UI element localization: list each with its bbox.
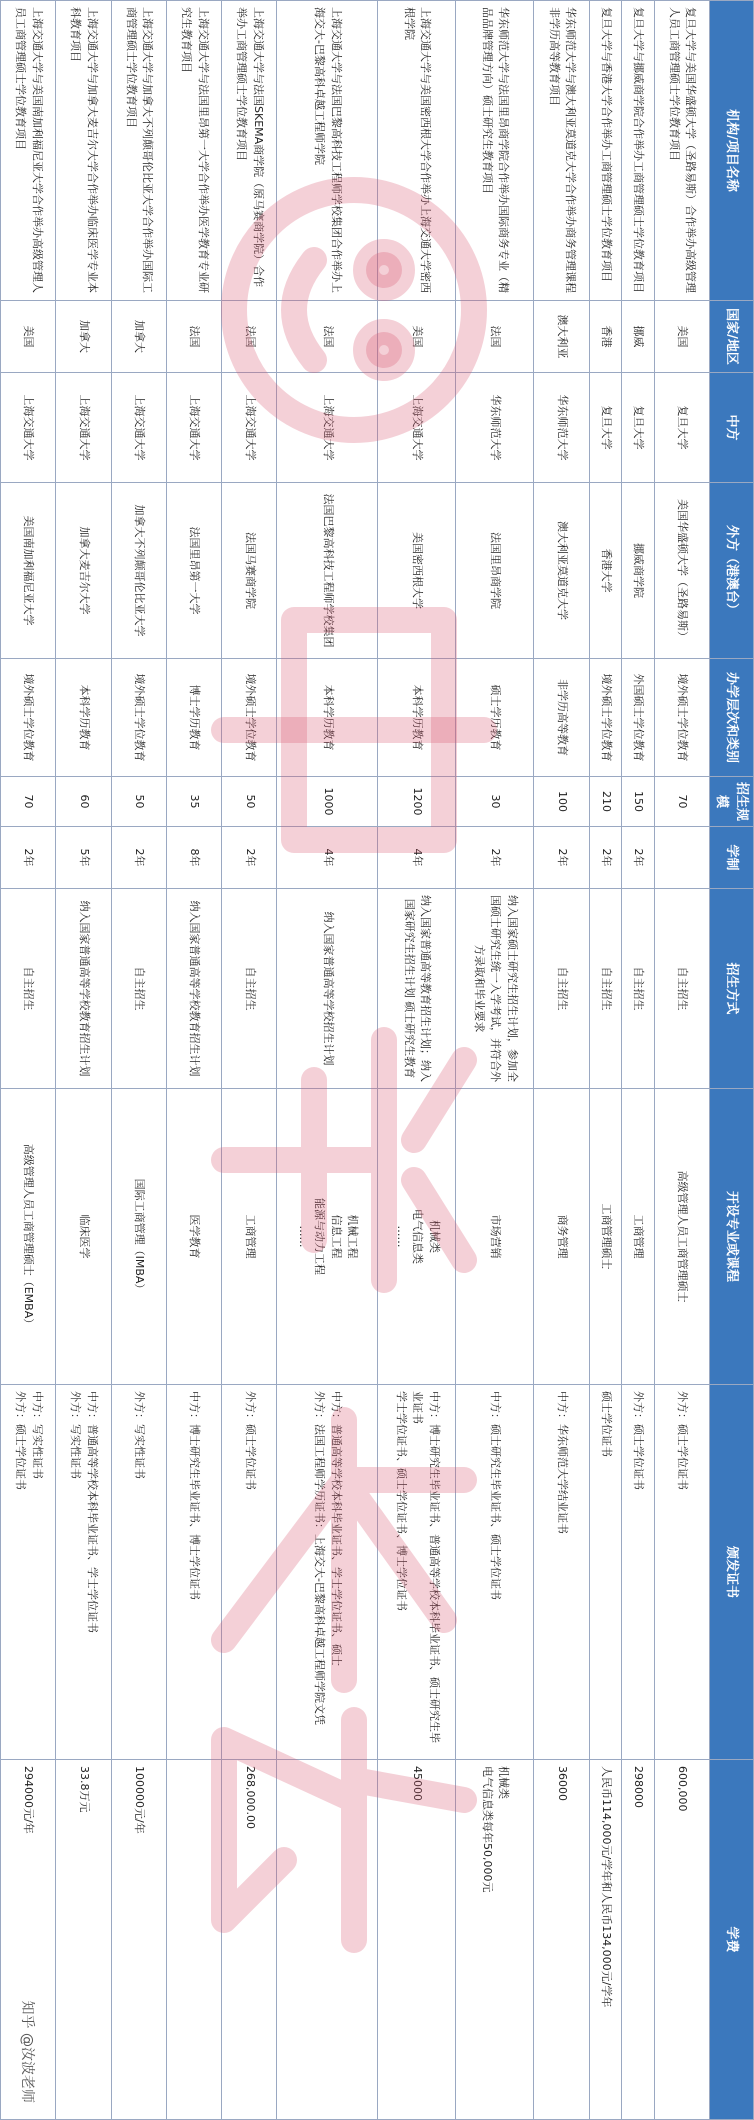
program-name-cell: 上海交通大学与法国SKEMA商学院（原马赛商学院）合作举办工商管理硕士学位教育项目 (222, 1, 277, 301)
country-cell: 法国 (222, 301, 277, 373)
duration-cell: 2年 (534, 827, 589, 889)
scale-cell: 150 (622, 777, 654, 827)
country-cell: 挪威 (622, 301, 654, 373)
fee-cell (166, 1760, 221, 2120)
duration-cell: 4年 (378, 827, 456, 889)
level-cell: 硕士学历教育 (456, 659, 534, 777)
country-cell: 法国 (456, 301, 534, 373)
enrollment-mode-cell: 自主招生 (589, 889, 621, 1089)
certificate-cell-line: 外方：硕士学位证书 (632, 1391, 646, 1490)
table-row (222, 1, 277, 2120)
scale-cell: 210 (589, 777, 621, 827)
program-name-cell: 华东师范大学与澳大利亚莫道克大学合作举办商务管理课程非学历高等教育项目 (534, 1, 589, 301)
china-party-cell: 上海交通大学 (277, 373, 378, 483)
header-row (710, 1, 754, 2120)
scale-cell: 50 (222, 777, 277, 827)
level-cell: 境外硕士学位教育 (589, 659, 621, 777)
courses-cell (277, 1089, 378, 1385)
china-party-cell: 复旦大学 (622, 373, 654, 483)
duration-cell: 2年 (111, 827, 166, 889)
foreign-party-cell: 加拿大麦吉尔大学 (56, 483, 111, 659)
courses-cell-line: 机械工程 (346, 1214, 360, 1259)
duration-cell: 8年 (166, 827, 221, 889)
foreign-party-cell: 美国密西根大学 (378, 483, 456, 659)
enrollment-mode-cell: 纳入国家普通高等学校教育招生计划 (56, 889, 111, 1089)
fee-cell (56, 1760, 111, 2120)
certificate-cell-line: 中方：普通高等学校本科毕业证书、学士学位证书、硕士 (329, 1391, 343, 1666)
certificate-cell (589, 1385, 621, 1760)
courses-cell (456, 1089, 534, 1385)
table-row (534, 1, 589, 2120)
level-cell: 博士学历教育 (166, 659, 221, 777)
duration-cell: 2年 (222, 827, 277, 889)
certificate-cell-line: 中方：写实性证书 (30, 1391, 44, 1479)
courses-cell (589, 1089, 621, 1385)
certificate-cell-line: 外方：硕士学位证书 (14, 1391, 28, 1490)
header-cert: 颁发证书 (710, 1385, 754, 1760)
header-fee: 学费 (710, 1760, 754, 2120)
table-row (1, 1, 56, 2120)
level-cell: 本科学历教育 (56, 659, 111, 777)
program-name-cell: 上海交通大学与法国巴黎高科技工程师学校集团合作举办上海交大-巴黎高科卓越工程师学院 (277, 1, 378, 301)
enrollment-mode-cell: 纳入国家普通高等教育招生计划；纳入国家研究生招生计划 硕士研究生教育 (378, 889, 456, 1089)
table-row (166, 1, 221, 2120)
fee-cell (534, 1760, 589, 2120)
certificate-cell (534, 1385, 589, 1760)
enrollment-mode-cell: 自主招生 (622, 889, 654, 1089)
foreign-party-cell: 加拿大不列颠哥伦比亚大学 (111, 483, 166, 659)
courses-cell-line: 市场营销 (489, 1214, 503, 1259)
courses-cell (622, 1089, 654, 1385)
scale-cell: 70 (654, 777, 709, 827)
scale-cell: 30 (456, 777, 534, 827)
header-china: 中方 (710, 373, 754, 483)
scale-cell: 1000 (277, 777, 378, 827)
courses-cell-line: 医学教育 (188, 1214, 202, 1259)
certificate-cell-line: 中方：普通高等学校本科毕业证书、学士学位证书 (85, 1391, 99, 1633)
table-row (277, 1, 378, 2120)
country-cell: 香港 (589, 301, 621, 373)
foreign-party-cell: 澳大利亚莫道克大学 (534, 483, 589, 659)
table-row (56, 1, 111, 2120)
certificate-cell (1, 1385, 56, 1760)
certificate-cell (111, 1385, 166, 1760)
duration-cell: 2年 (622, 827, 654, 889)
certificate-cell (56, 1385, 111, 1760)
courses-cell-line: 高级管理人员工商管理硕士（EMBA） (22, 1143, 36, 1330)
courses-cell-line: 国际工商管理（IMBA） (133, 1178, 146, 1295)
china-party-cell: 上海交通大学 (56, 373, 111, 483)
header-level: 办学层次和类别 (710, 659, 754, 777)
header-name: 机构/项目名称 (710, 1, 754, 301)
courses-cell (378, 1089, 456, 1385)
fee-cell-line: 45000 (411, 1766, 425, 1801)
certificate-cell-line: 外方：硕士学位证书 (676, 1391, 690, 1490)
table-row (378, 1, 456, 2120)
courses-cell-line: …… (394, 1225, 408, 1248)
fee-cell (456, 1760, 534, 2120)
level-cell: 本科学历教育 (277, 659, 378, 777)
enrollment-mode-cell: 纳入国家普通高等学校教育招生计划 (166, 889, 221, 1089)
fee-cell-line: 100000元/年 (133, 1766, 146, 1834)
certificate-cell-line: 外方：写实性证书 (69, 1391, 83, 1479)
country-cell: 法国 (277, 301, 378, 373)
courses-cell (111, 1089, 166, 1385)
header-scale: 招生规模 (710, 777, 754, 827)
header-mode: 招生方式 (710, 889, 754, 1089)
foreign-party-cell: 法国巴黎高科技工程师学校集团 (277, 483, 378, 659)
courses-cell-line: 机械类 (427, 1220, 441, 1253)
courses-cell-line: 工商管理 (632, 1214, 646, 1259)
duration-cell: 2年 (1, 827, 56, 889)
certificate-cell (222, 1385, 277, 1760)
courses-cell-line: 能源与动力工程 (313, 1198, 327, 1275)
fee-cell (378, 1760, 456, 2120)
fee-cell (654, 1760, 709, 2120)
fee-cell-line: 298000 (632, 1766, 646, 1808)
program-name-cell: 上海交通大学与法国里昂第一大学合作举办医学教育专业研究生教育项目 (166, 1, 221, 301)
china-party-cell: 华东师范大学 (456, 373, 534, 483)
enrollment-mode-cell: 自主招生 (654, 889, 709, 1089)
enrollment-mode-cell: 自主招生 (111, 889, 166, 1089)
fee-cell (589, 1760, 621, 2120)
level-cell: 境外硕士学位教育 (111, 659, 166, 777)
duration-cell: 2年 (456, 827, 534, 889)
level-cell: 非学历高等教育 (534, 659, 589, 777)
certificate-cell (166, 1385, 221, 1760)
program-name-cell: 复旦大学与美国华盛顿大学（圣路易斯）合作举办高级管理人员工商管理硕士学位教育项目 (654, 1, 709, 301)
scale-cell: 1200 (378, 777, 456, 827)
duration-cell: 5年 (56, 827, 111, 889)
header-duration: 学制 (710, 827, 754, 889)
china-party-cell: 上海交通大学 (1, 373, 56, 483)
certificate-cell (622, 1385, 654, 1760)
certificate-cell-line: 学士学位证书、硕士学位证书、博士学位证书 (394, 1391, 408, 1611)
certificate-cell-line: 中方：硕士研究生毕业证书、硕士学位证书 (489, 1391, 503, 1600)
foreign-party-cell: 法国马赛商学院 (222, 483, 277, 659)
courses-cell-line: 高级管理人员工商管理硕士 (676, 1170, 690, 1303)
fee-cell-line: 268,000.00 (243, 1766, 257, 1829)
china-party-cell: 上海交通大学 (222, 373, 277, 483)
table-row (111, 1, 166, 2120)
china-party-cell: 上海交通大学 (378, 373, 456, 483)
header-courses: 开设专业或课程 (710, 1089, 754, 1385)
scale-cell: 50 (111, 777, 166, 827)
table-body (1, 1, 710, 2120)
foreign-party-cell: 香港大学 (589, 483, 621, 659)
scale-cell: 35 (166, 777, 221, 827)
courses-cell-line: 工商管理 (243, 1214, 257, 1259)
foreign-party-cell: 法国里昂商学院 (456, 483, 534, 659)
enrollment-mode-cell: 自主招生 (534, 889, 589, 1089)
enrollment-mode-cell: 自主招生 (1, 889, 56, 1089)
level-cell: 境外硕士学位教育 (654, 659, 709, 777)
level-cell: 本科学历教育 (378, 659, 456, 777)
certificate-cell (277, 1385, 378, 1760)
courses-cell (166, 1089, 221, 1385)
foreign-party-cell: 挪威商学院 (622, 483, 654, 659)
foreign-party-cell: 美国华盛顿大学（圣路易斯） (654, 483, 709, 659)
fee-cell (622, 1760, 654, 2120)
courses-cell-line: 电气信息类 (411, 1209, 425, 1264)
certificate-cell-line: 硕士学位证书 (599, 1391, 613, 1457)
scale-cell: 60 (56, 777, 111, 827)
level-cell: 境外硕士学位教育 (1, 659, 56, 777)
program-name-cell: 华东师范大学与法国里昂商学院合作举办国际商务专业（精品品牌管理方向）硕士研究生教育项目 (456, 1, 534, 301)
program-name-cell: 上海交通大学与美国南加利福尼亚大学合作举办高级管理人员工商管理硕士学位教育项目 (1, 1, 56, 301)
china-party-cell: 复旦大学 (654, 373, 709, 483)
certificate-cell-line: 中方：华东师范大学结业证书 (555, 1391, 569, 1534)
header-country: 国家/地区 (710, 301, 754, 373)
duration-cell (654, 827, 709, 889)
program-name-cell: 复旦大学与香港大学合作举办工商管理硕士学位教育项目 (589, 1, 621, 301)
foreign-party-cell: 美国南加利福尼亚大学 (1, 483, 56, 659)
country-cell: 澳大利亚 (534, 301, 589, 373)
fee-cell-line: 机械类 (497, 1766, 511, 1799)
program-name-cell: 复旦大学与挪威商学院合作举办工商管理硕士学位教育项目 (622, 1, 654, 301)
fee-cell-line: 人民币114,000元/学年和人民币134,000元/学年 (599, 1766, 613, 2008)
program-name-cell: 上海交通大学与美国密西根大学合作举办上海交通大学密西根学院 (378, 1, 456, 301)
country-cell: 美国 (1, 301, 56, 373)
program-name-cell: 上海交通大学与加拿大不列颠哥伦比亚大学合作举办国际工商管理硕士学位教育项目 (111, 1, 166, 301)
table-row (589, 1, 621, 2120)
credit-text: 知乎 @汝波老师 (19, 2000, 35, 2103)
foreign-party-cell: 法国里昂第一大学 (166, 483, 221, 659)
scale-cell: 100 (534, 777, 589, 827)
duration-cell: 2年 (589, 827, 621, 889)
country-cell: 加拿大 (56, 301, 111, 373)
certificate-cell (378, 1385, 456, 1760)
china-party-cell: 复旦大学 (589, 373, 621, 483)
china-party-cell: 上海交通大学 (111, 373, 166, 483)
courses-cell (222, 1089, 277, 1385)
courses-cell-line: …… (296, 1225, 310, 1248)
duration-cell: 4年 (277, 827, 378, 889)
fee-cell-line: 36000 (555, 1766, 569, 1801)
courses-cell-line: 临床医学 (77, 1214, 91, 1259)
scale-cell: 70 (1, 777, 56, 827)
certificate-cell-line: 外方：写实性证书 (133, 1391, 146, 1479)
china-party-cell: 华东师范大学 (534, 373, 589, 483)
certificate-cell (456, 1385, 534, 1760)
courses-cell (534, 1089, 589, 1385)
enrollment-mode-cell: 纳入国家普通高等学校招生计划 (277, 889, 378, 1089)
enrollment-mode-cell: 纳入国家硕士研究生招生计划，参加全国硕士研究生统一入学考试，并符合外方录取和毕业要求 (456, 889, 534, 1089)
table-row (654, 1, 709, 2120)
fee-cell (111, 1760, 166, 2120)
certificate-cell-line: 外方：硕士学位证书 (243, 1391, 257, 1490)
level-cell: 外国硕士学位教育 (622, 659, 654, 777)
enrollment-mode-cell: 自主招生 (222, 889, 277, 1089)
certificate-cell-line: 中方：博士研究生毕业证书、博士学位证书 (188, 1391, 202, 1600)
country-cell: 美国 (378, 301, 456, 373)
program-name-cell: 上海交通大学与加拿大麦吉尔大学合作举办临床医学专业本科教育项目 (56, 1, 111, 301)
courses-cell (1, 1089, 56, 1385)
courses-cell-line: 商务管理 (555, 1214, 569, 1259)
country-cell: 美国 (654, 301, 709, 373)
fee-cell-line: 600,000 (676, 1766, 690, 1812)
level-cell: 境外硕士学位教育 (222, 659, 277, 777)
fee-cell (277, 1760, 378, 2120)
header-foreign: 外方（港澳台） (710, 483, 754, 659)
table-row (622, 1, 654, 2120)
fee-cell (222, 1760, 277, 2120)
china-party-cell: 上海交通大学 (166, 373, 221, 483)
fee-cell-line: 294000元/年 (22, 1766, 36, 1834)
country-cell: 加拿大 (111, 301, 166, 373)
table-row (456, 1, 534, 2120)
courses-cell (654, 1089, 709, 1385)
certificate-cell-line: 中方：博士研究生毕业证书、普通高等学校本科毕业证书、硕士研究生毕业证书 (411, 1391, 441, 1743)
courses-cell-line: 信息工程 (329, 1214, 343, 1259)
fee-cell-line: 电气信息类每年50,000元 (480, 1766, 494, 1893)
courses-cell (56, 1089, 111, 1385)
courses-cell-line: 工商管理硕士 (599, 1203, 613, 1270)
country-cell: 法国 (166, 301, 221, 373)
certificate-cell-line: 外方：法国工程师学历证书：上海交大-巴黎高科卓越工程师学院文凭 (313, 1391, 327, 1725)
certificate-cell (654, 1385, 709, 1760)
fee-cell-line: 33.8万元 (77, 1766, 91, 1813)
